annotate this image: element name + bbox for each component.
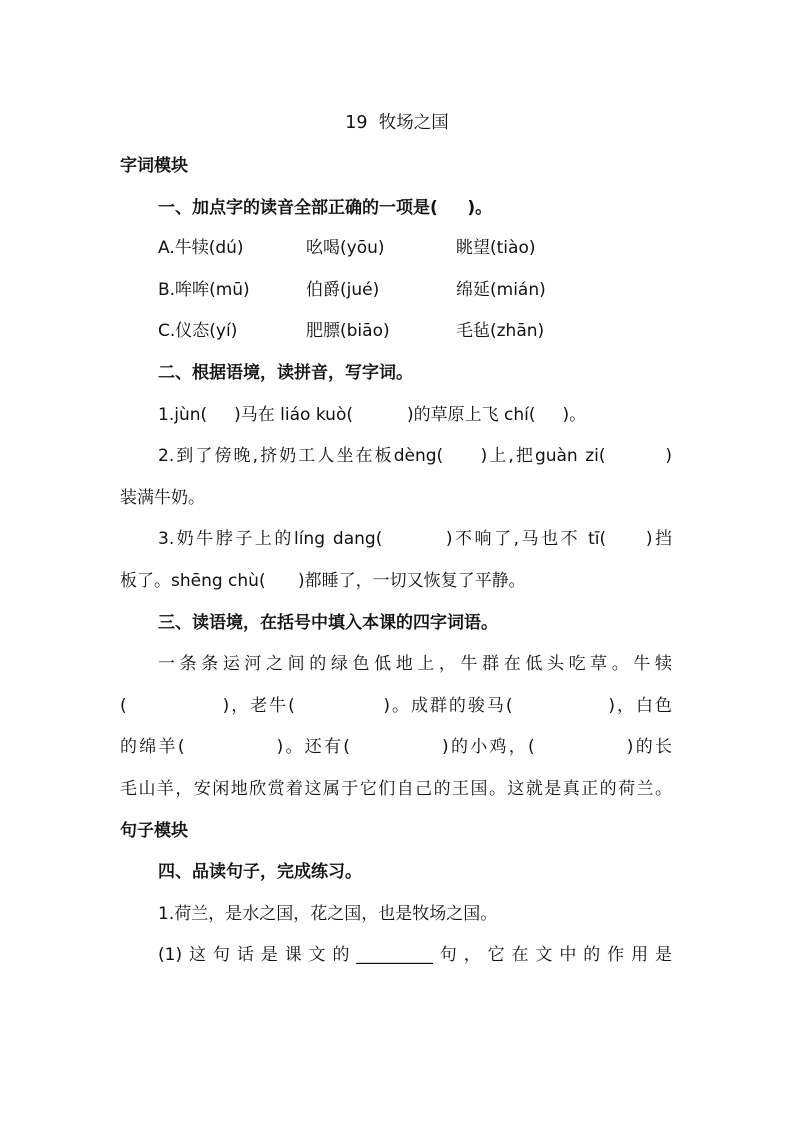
question-2-heading: 二、根据语境，读拼音，写字词。 — [158, 363, 413, 383]
option-b-1: B.哞哞(mū) — [158, 280, 250, 300]
question-4-heading: 四、品读句子，完成练习。 — [158, 862, 362, 882]
question-3-heading: 三、读语境，在括号中填入本课的四字词语。 — [158, 613, 498, 633]
question-1-heading: 一、加点字的读音全部正确的一项是( )。 — [158, 198, 493, 218]
option-c-3: 毛毡(zhān) — [456, 321, 545, 341]
question-2-item-2-line-2: 装满牛奶。 — [120, 488, 205, 508]
question-2-item-1: 1.jùn( )马在 liáo kuò( )的草原上飞 chí( )。 — [158, 405, 587, 425]
question-3-paragraph-line-3: 的绵羊( )。还有( )的小鸡，( )的长 — [120, 737, 672, 757]
option-c-2: 肥膘(biāo) — [306, 321, 390, 341]
question-4-item-1-subquestion-1: (1)这句话是课文的_________句，它在文中的作用是 — [158, 945, 672, 965]
option-b-3: 绵延(mián) — [456, 280, 546, 300]
section-heading-words: 字词模块 — [120, 156, 188, 176]
option-a-1: A.牛犊(dú) — [158, 238, 244, 258]
question-3-paragraph-line-1: 一条条运河之间的绿色低地上，牛群在低头吃草。牛犊 — [158, 654, 672, 674]
question-2-item-2-line-1: 2.到了傍晚,挤奶工人坐在板dèng( )上,把guàn zi( ) — [158, 446, 672, 466]
question-2-item-3-line-1: 3.奶牛脖子上的líng dang( )不响了,马也不 tī( )挡 — [158, 529, 672, 549]
question-2-item-3-line-2: 板了。shēng chù( )都睡了，一切又恢复了平静。 — [120, 571, 526, 591]
page-title: 19 牧场之国 — [345, 113, 449, 133]
question-3-paragraph-line-2: ( )，老牛( )。成群的骏马( )，白色 — [120, 696, 672, 716]
option-b-2: 伯爵(jué) — [306, 280, 380, 300]
option-c-1: C.仪态(yí) — [158, 321, 238, 341]
section-heading-sentences: 句子模块 — [120, 821, 188, 841]
question-3-paragraph-line-4: 毛山羊，安闲地欣赏着这属于它们自己的王国。这就是真正的荷兰。 — [120, 779, 672, 799]
question-4-item-1: 1.荷兰，是水之国，花之国，也是牧场之国。 — [158, 904, 498, 924]
option-a-2: 吆喝(yōu) — [306, 238, 385, 258]
option-a-3: 眺望(tiào) — [456, 238, 536, 258]
